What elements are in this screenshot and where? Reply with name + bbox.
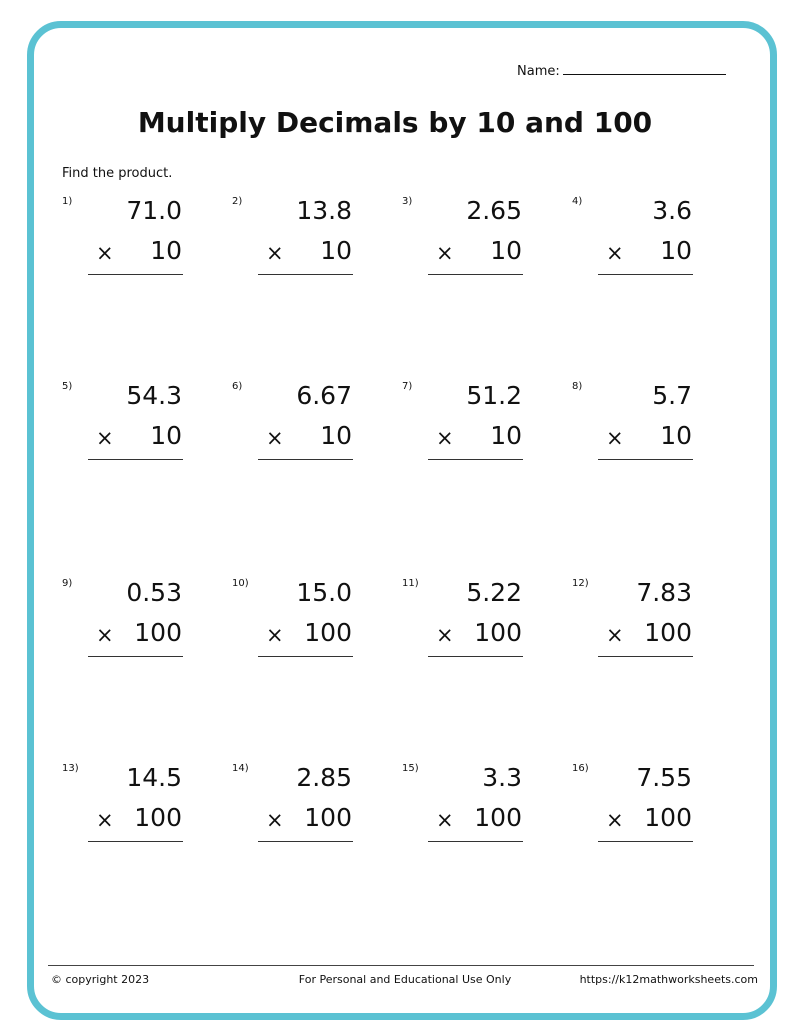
multiply-sign: ×	[606, 623, 624, 647]
multiply-sign: ×	[266, 241, 284, 265]
multiply-sign: ×	[606, 808, 624, 832]
multiply-sign: ×	[606, 241, 624, 265]
multiply-sign: ×	[436, 808, 454, 832]
problem-number: 15)	[402, 763, 419, 774]
footer-copyright: © copyright 2023	[51, 973, 150, 986]
problem-multiplier: 100	[304, 803, 352, 832]
problem-multiplier: 10	[320, 236, 352, 265]
answer-line	[598, 841, 693, 842]
problem-number: 13)	[62, 763, 79, 774]
problem-multiplier: 100	[644, 618, 692, 647]
problem-item	[572, 196, 722, 286]
problem-item	[62, 196, 212, 286]
problem-decimal: 54.3	[126, 381, 182, 410]
footer-usage: For Personal and Educational Use Only	[298, 973, 512, 986]
problem-multiplier: 10	[660, 236, 692, 265]
problem-item	[232, 763, 382, 853]
problem-multiplier: 100	[474, 803, 522, 832]
problem-decimal: 7.83	[636, 578, 692, 607]
problem-decimal: 3.3	[482, 763, 522, 792]
problem-item	[62, 578, 212, 668]
problem-multiplier: 10	[320, 421, 352, 450]
multiply-sign: ×	[436, 241, 454, 265]
multiply-sign: ×	[96, 808, 114, 832]
problem-number: 4)	[572, 196, 583, 207]
answer-line	[258, 274, 353, 275]
footer-url[interactable]: https://k12mathworksheets.com	[579, 973, 758, 986]
answer-line	[428, 841, 523, 842]
answer-line	[88, 274, 183, 275]
problem-decimal: 2.65	[466, 196, 522, 225]
problem-multiplier: 100	[134, 803, 182, 832]
problem-item	[572, 578, 722, 668]
problem-item	[402, 196, 552, 286]
worksheet-title: Multiply Decimals by 10 and 100	[137, 106, 653, 139]
problem-number: 7)	[402, 381, 413, 392]
problem-number: 8)	[572, 381, 583, 392]
problem-decimal: 0.53	[126, 578, 182, 607]
problem-number: 9)	[62, 578, 73, 589]
name-label: Name:	[517, 64, 560, 79]
problem-item	[62, 381, 212, 471]
multiply-sign: ×	[436, 426, 454, 450]
problem-number: 10)	[232, 578, 249, 589]
problem-decimal: 14.5	[126, 763, 182, 792]
footer-divider	[48, 965, 754, 966]
name-field[interactable]	[517, 62, 726, 79]
name-blank-line[interactable]	[563, 62, 726, 75]
problem-item	[402, 381, 552, 471]
multiply-sign: ×	[266, 623, 284, 647]
problem-item	[232, 196, 382, 286]
answer-line	[88, 841, 183, 842]
problem-item	[402, 763, 552, 853]
multiply-sign: ×	[436, 623, 454, 647]
answer-line	[88, 459, 183, 460]
problem-item	[232, 381, 382, 471]
problem-multiplier: 100	[644, 803, 692, 832]
problem-number: 16)	[572, 763, 589, 774]
multiply-sign: ×	[266, 426, 284, 450]
problem-number: 3)	[402, 196, 413, 207]
problem-number: 6)	[232, 381, 243, 392]
problem-number: 11)	[402, 578, 419, 589]
problem-item	[572, 381, 722, 471]
problem-decimal: 6.67	[296, 381, 352, 410]
problem-multiplier: 10	[660, 421, 692, 450]
instructions: Find the product.	[62, 166, 173, 181]
problem-decimal: 15.0	[296, 578, 352, 607]
problem-multiplier: 10	[490, 421, 522, 450]
answer-line	[258, 841, 353, 842]
problem-multiplier: 100	[134, 618, 182, 647]
problem-number: 2)	[232, 196, 243, 207]
problem-multiplier: 10	[150, 236, 182, 265]
problem-item	[232, 578, 382, 668]
multiply-sign: ×	[96, 241, 114, 265]
problem-multiplier: 10	[150, 421, 182, 450]
problem-decimal: 7.55	[636, 763, 692, 792]
problem-number: 1)	[62, 196, 73, 207]
answer-line	[88, 656, 183, 657]
answer-line	[428, 656, 523, 657]
multiply-sign: ×	[96, 623, 114, 647]
problem-decimal: 71.0	[126, 196, 182, 225]
answer-line	[258, 459, 353, 460]
multiply-sign: ×	[266, 808, 284, 832]
problem-item	[402, 578, 552, 668]
problem-decimal: 5.22	[466, 578, 522, 607]
problem-decimal: 51.2	[466, 381, 522, 410]
answer-line	[598, 274, 693, 275]
answer-line	[598, 656, 693, 657]
multiply-sign: ×	[606, 426, 624, 450]
problem-number: 5)	[62, 381, 73, 392]
answer-line	[258, 656, 353, 657]
answer-line	[428, 274, 523, 275]
problem-multiplier: 10	[490, 236, 522, 265]
problem-decimal: 5.7	[652, 381, 692, 410]
problem-number: 12)	[572, 578, 589, 589]
multiply-sign: ×	[96, 426, 114, 450]
problem-number: 14)	[232, 763, 249, 774]
answer-line	[598, 459, 693, 460]
problem-decimal: 2.85	[296, 763, 352, 792]
problem-multiplier: 100	[474, 618, 522, 647]
problem-decimal: 3.6	[652, 196, 692, 225]
problem-multiplier: 100	[304, 618, 352, 647]
problem-decimal: 13.8	[296, 196, 352, 225]
problem-item	[62, 763, 212, 853]
answer-line	[428, 459, 523, 460]
problem-item	[572, 763, 722, 853]
